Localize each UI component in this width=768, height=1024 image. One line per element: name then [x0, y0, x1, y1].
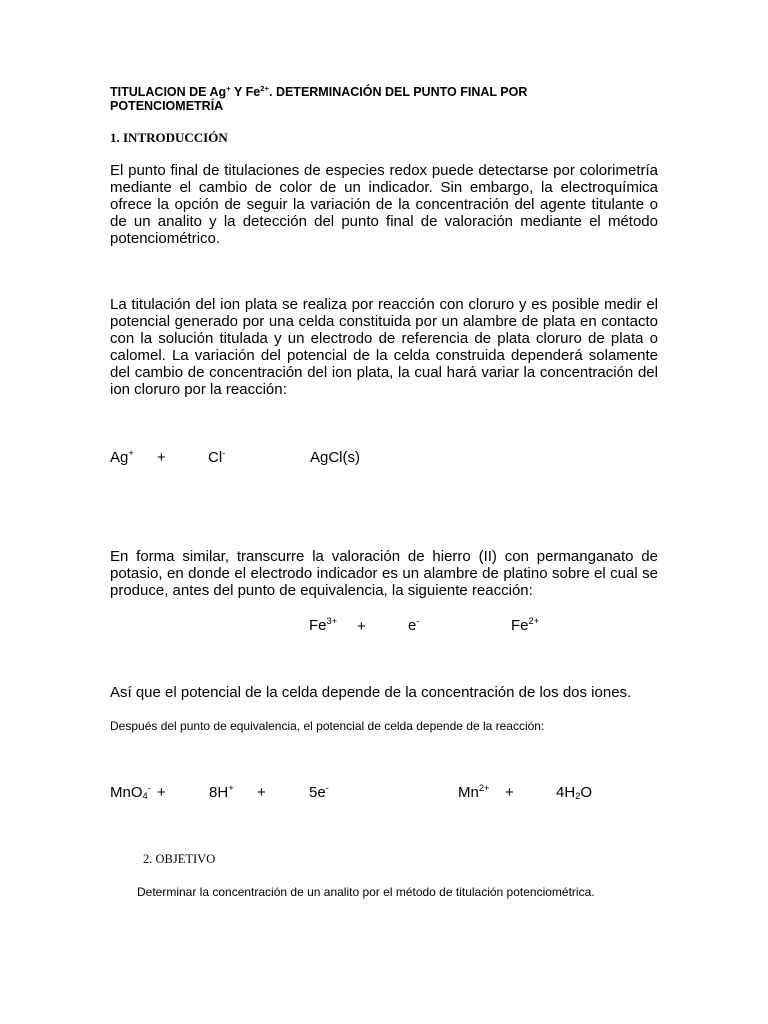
reaction-1-ag: Ag+	[110, 448, 134, 466]
reaction-2-electron: e-	[408, 616, 420, 634]
reaction-3-permanganate: MnO$_4$-	[110, 783, 151, 802]
reaction-3-manganese: $Mn^{2+}$	[458, 783, 490, 801]
reaction-2-plus: +	[357, 618, 366, 635]
objective-heading: 2. OBJETIVO	[143, 852, 216, 866]
intro-heading: 1. INTRODUCCIÓN	[110, 130, 228, 145]
reaction-1-product: AgCl(s)	[310, 449, 361, 466]
title-line-1: TITULACION DE Ag+ Y $Fe^{2+}$. DETERMINACIÓN DEL PUNTO FINAL POR	[110, 83, 528, 99]
reaction-2-fe2: $Fe^{2+}$	[511, 616, 540, 634]
reaction-3-water: $4H_2O$	[556, 784, 593, 802]
reaction-1-cl: Cl-	[208, 448, 226, 466]
reaction-3-electrons: 5e-	[309, 783, 329, 801]
intro-paragraph-5: Después del punto de equivalencia, el potencial de celda depende de la reacción:	[110, 719, 545, 733]
reaction-3-plus-2: +	[257, 784, 266, 801]
intro-paragraph-1: El punto final de titulaciones de especies redox puede detectarse por colorimetría mediante el cambio de color de un indicador. Sin embargo, la electroquímica ofrece la opción de seguir la variación de la concentración del agente titulante o de un analito y la detección del punto final de valoración mediante el método potenciométrico.	[110, 162, 658, 247]
reaction-1-plus: +	[157, 449, 166, 466]
title-line-2: POTENCIOMETRÍA	[110, 99, 224, 113]
intro-paragraph-4: Así que el potencial de la celda depende de la concentración de los dos iones.	[110, 684, 632, 701]
reaction-3-plus-3: +	[505, 784, 514, 801]
intro-paragraph-2: La titulación del ion plata se realiza por reacción con cloruro y es posible medir el potencial generado por una celda constituida por un alambre de plata en contacto con la solución titulada y un electrodo de referencia de plata cloruro de plata o calomel. La variación del potencial de la celda construida dependerá solamente del cambio de concentración del ion plata, la cual hará variar la concentración del ion cloruro por la reacción:	[110, 296, 658, 398]
reaction-2-fe3: $Fe^{3+}$	[309, 616, 338, 634]
reaction-3-protons: 8H+	[209, 783, 234, 801]
reaction-3-plus-1: +	[157, 784, 166, 801]
document-title	[110, 85, 670, 113]
objective-text: Determinar la concentración de un analito por el método de titulación potenciométrica.	[137, 885, 595, 899]
intro-paragraph-3: En forma similar, transcurre la valoración de hierro (II) con permanganato de potasio, en donde el electrodo indicador es un alambre de platino sobre el cual se produce, antes del punto de equivalencia, la siguiente reacción:	[110, 548, 658, 599]
